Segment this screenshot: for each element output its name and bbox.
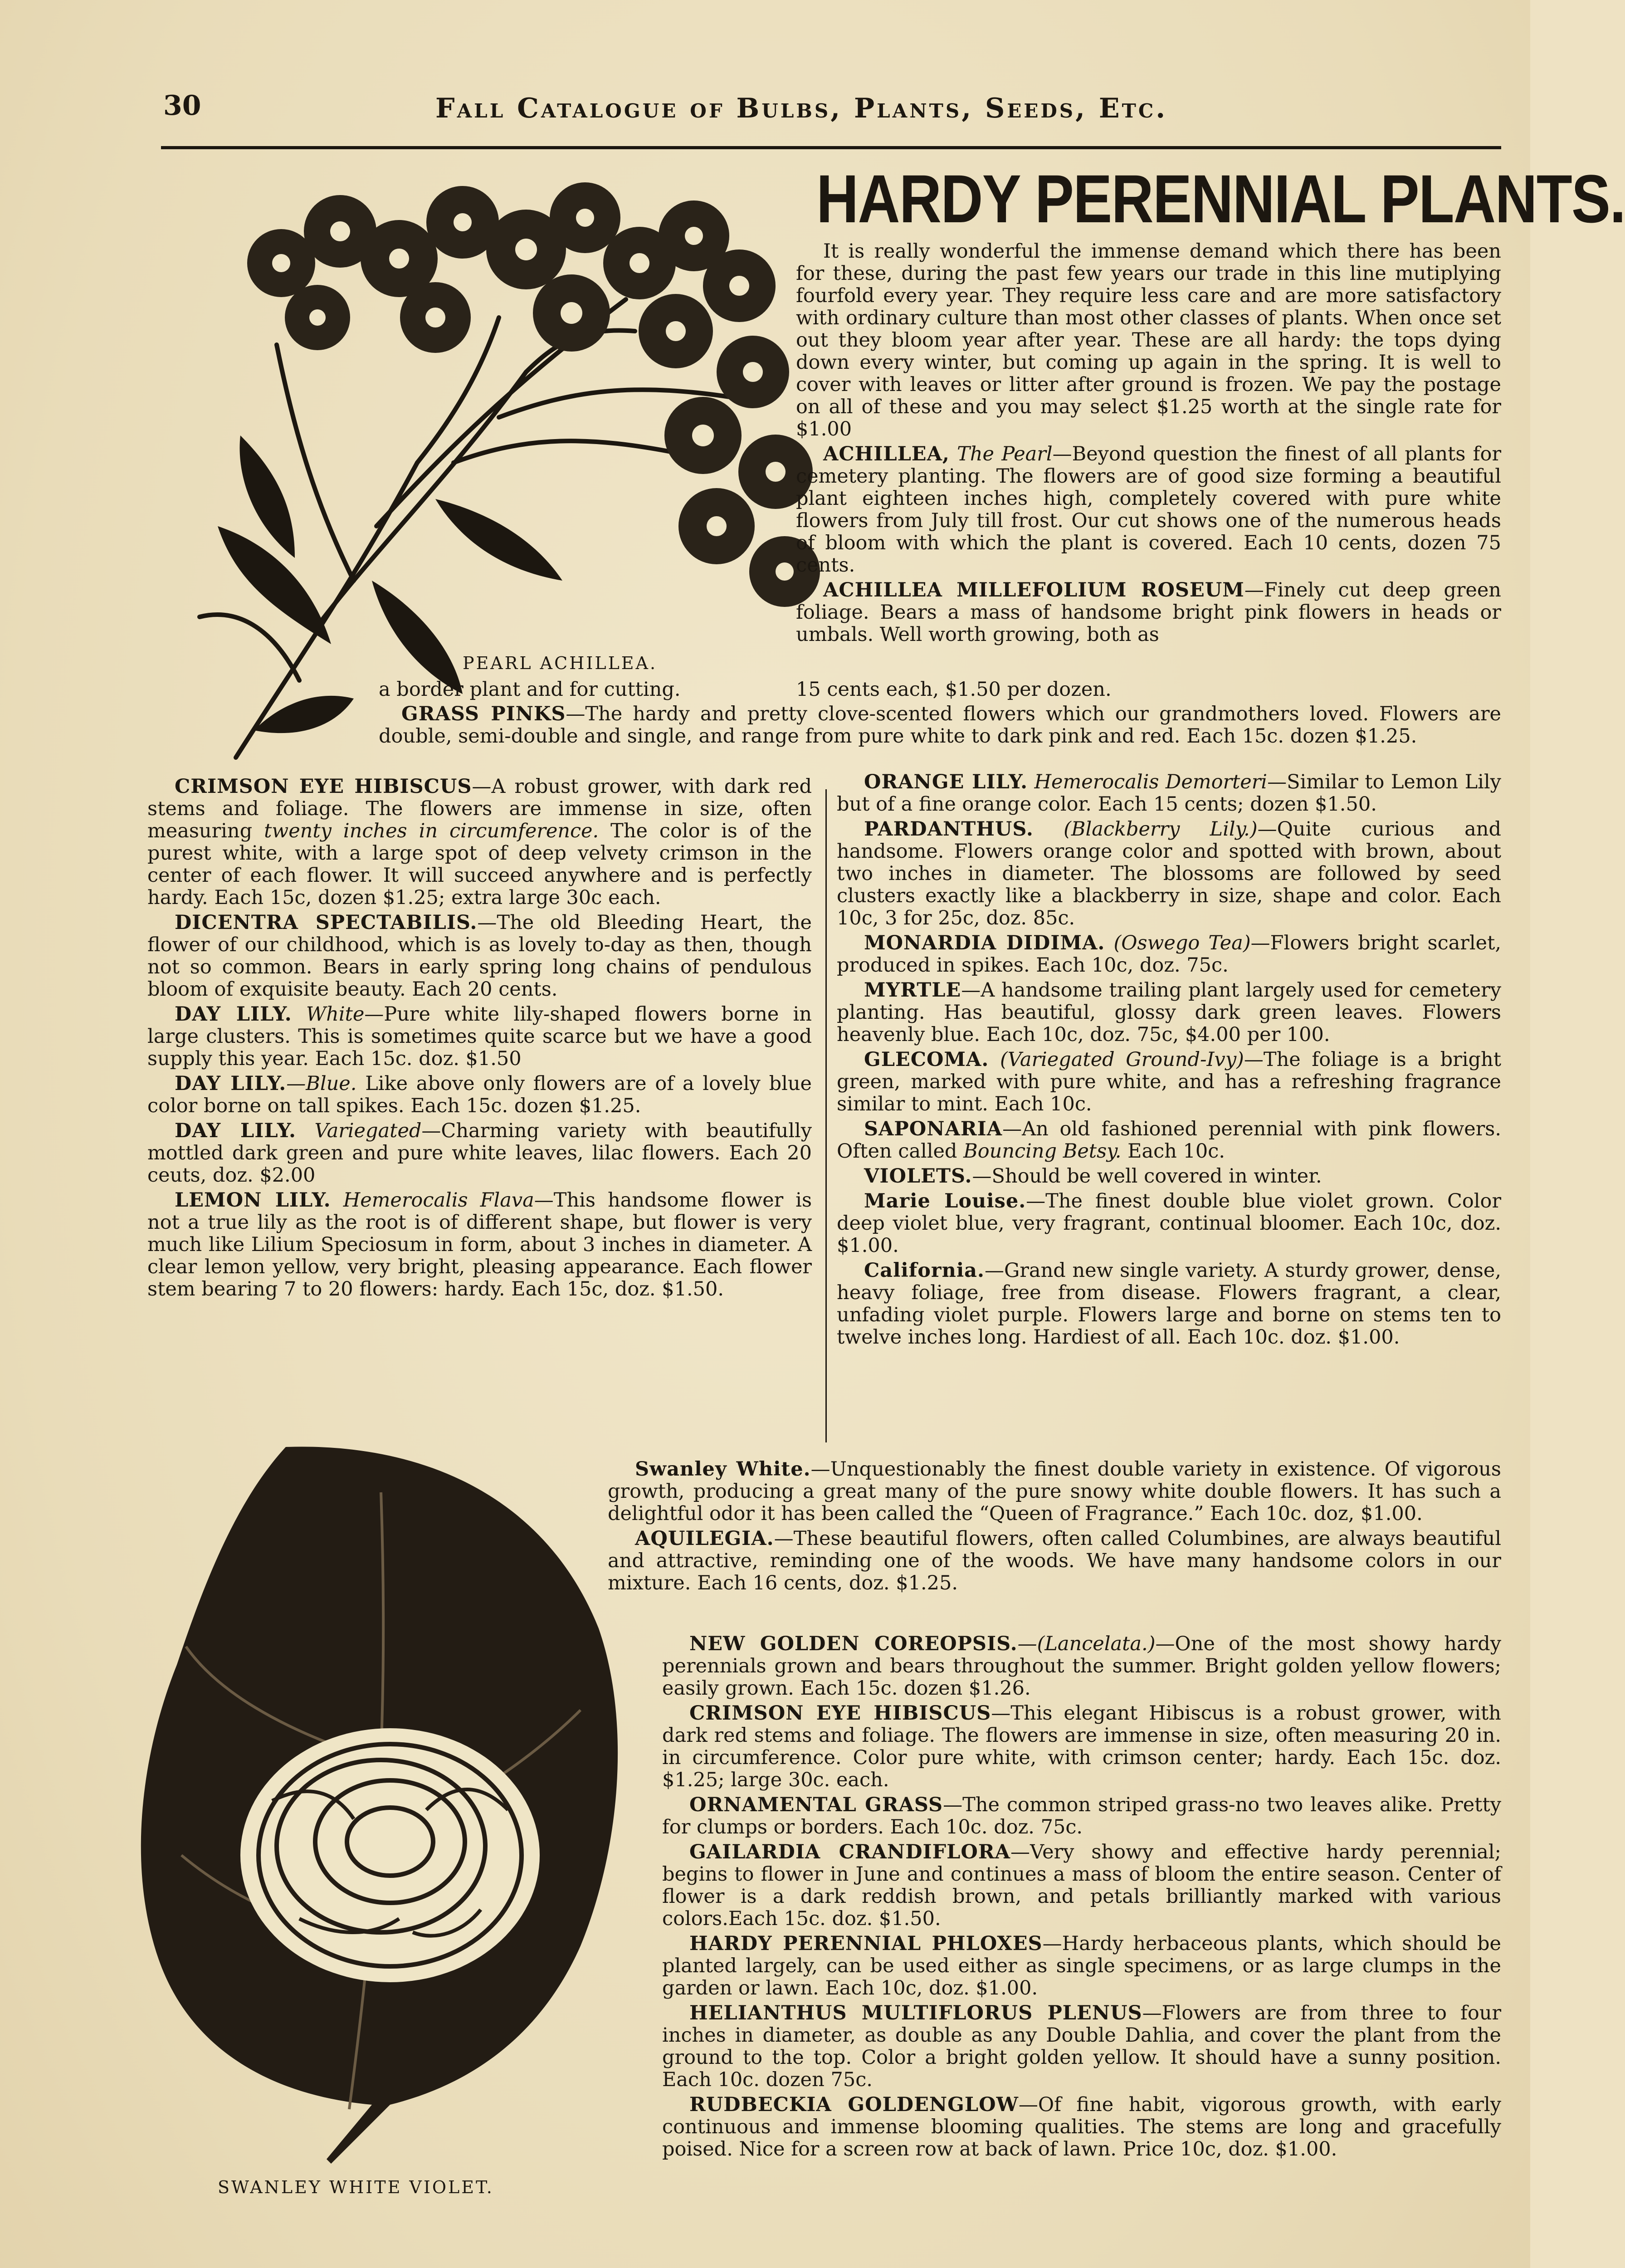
- saponaria-sub: Bouncing Betsy.: [963, 1140, 1122, 1163]
- day-lily-blue-text: Like above only flowers are of a lovely blue color borne on tall spikes. Each 15c. dozen $1.25.: [147, 1072, 812, 1117]
- day-lily-white-entry: [147, 1003, 812, 1070]
- monardia-sub: (Oswego Tea): [1113, 932, 1251, 954]
- crimson-hibiscus-text-1: —A robust grower, with dark red stems and foliage. The flowers are immense in size, often measuring: [147, 775, 812, 842]
- ornamental-grass-text: —The common striped grass-no two leaves alike. Pretty for clumps or borders. Each 10c. doz. 75c.: [662, 1794, 1502, 1838]
- header-rule: [161, 146, 1501, 149]
- california-text: —Grand new single variety. A sturdy grower, dense, heavy foliage, free from disease. Flowers fragrant, a clear, unfading violet purple. Flowers large and borne on stems ten to twelve inches long. Hardiest of all. Each 10c. doz. $1.00.: [837, 1259, 1501, 1349]
- lemon-lily-text: —This handsome flower is not a true lily as the root is of different shape, but flower is very much like Lilium Speciosum in form, about 3 inches in diameter. A clear lemon yellow, very bright, pleasing appearance. Each flower stem bearing 7 to 20 flowers: hardy. Each 15c, doz. $1.50.: [147, 1189, 812, 1300]
- glecoma-sub: (Variegated Ground-Ivy): [1000, 1048, 1244, 1071]
- left-column: [147, 776, 812, 1303]
- monardia-entry: [837, 932, 1501, 977]
- myrtle-text: —A handsome trailing plant largely used for cemetery planting. Has beautiful, glossy dark green leaves. Flowers heavenly blue. Each 10c, doz. 75c, $4.00 per 100.: [837, 979, 1501, 1046]
- achillea-name: ACHILLEA,: [823, 443, 950, 465]
- crimson-hibiscus-entry-2: [662, 1702, 1501, 1791]
- lemon-lily-sub: Hemerocalis Flava: [343, 1189, 534, 1212]
- saponaria-entry: [837, 1118, 1501, 1163]
- gailardia-name: GAILARDIA CRANDIFLORA: [689, 1841, 1010, 1863]
- dicentra-name: DICENTRA SPECTABILIS.: [175, 911, 478, 934]
- intro-block: [796, 240, 1501, 649]
- day-lily-blue-sub: —Blue.: [286, 1072, 357, 1095]
- millefolium-tail-right: [796, 679, 1501, 704]
- intro-paragraph: It is really wonderful the immense demand which there has been for these, during the past few years our trade in this line mutiplying fourfold every year. They require less care and are more satisfactory with ordinary culture than most other classes of plants. When once set out they bloom year after year. These are all hardy: the tops dying down every winter, but coming up again in the spring. It is well to cover with leaves or litter after ground is frozen. We pay the postage on all of these and you may select $1.25 worth at the single rate for $1.00: [796, 240, 1501, 440]
- day-lily-variegated-text: —Charming variety with beautifully mottled dark green and pure white leaves, lilac flowers. Each 20 ceuts, doz. $2.00: [147, 1119, 812, 1187]
- millefolium-tail-1: a border plant and for cutting.: [379, 678, 681, 701]
- grass-pinks-entry: [379, 703, 1501, 748]
- swanley-text: —Unquestionably the finest double variety in existence. Of vigorous growth, producing a great many of the pure snowy white double flowers. It has such a delightful odor it has been called the “Queen of Fragrance.” Each 10c. doz, $1.00.: [608, 1458, 1501, 1525]
- helianthus-name: HELIANTHUS MULTIFLORUS PLENUS: [689, 2002, 1142, 2024]
- coreopsis-entry: [662, 1633, 1501, 1700]
- crimson-hibiscus-entry-1: [147, 776, 812, 909]
- phloxes-text: —Hardy herbaceous plants, which should be planted largely, can be used either as single specimens, or as large clumps in the garden or lawn. Each 10c, doz. $1.00.: [662, 1932, 1501, 1999]
- marie-louise-text: —The finest double blue violet grown. Color deep violet blue, very fragrant, continual bloomer. Each 10c, doz. $1.00.: [837, 1190, 1501, 1257]
- rudbeckia-name: RUDBECKIA GOLDENGLOW: [689, 2093, 1019, 2116]
- grass-pinks-text: —The hardy and pretty clove-scented flowers which our grandmothers loved. Flowers are double, semi-double and single, and range from pure white to dark pink and red. Each 15c. dozen $1.25.: [379, 703, 1501, 748]
- pearl-achillea-caption: PEARL ACHILLEA.: [463, 653, 658, 673]
- violets-entry: [837, 1165, 1501, 1188]
- column-divider: [825, 789, 827, 1442]
- rudbeckia-entry: [662, 2094, 1501, 2160]
- glecoma-name: GLECOMA.: [864, 1048, 989, 1071]
- grass-pinks-name: GRASS PINKS: [401, 703, 566, 725]
- dicentra-entry: [147, 912, 812, 1001]
- coreopsis-text: —One of the most showy hardy perennials grown and bears throughout the summer. Bright golden yellow flowers; easily grown. Each 15c. dozen $1.26.: [662, 1633, 1502, 1700]
- glecoma-text: —The foliage is a bright green, marked with pure white, and has a refreshing fragrance similar to mint. Each 10c.: [837, 1048, 1501, 1115]
- glecoma-entry: [837, 1049, 1501, 1115]
- day-lily-variegated-name: DAY LILY.: [175, 1119, 296, 1142]
- swanley-violet-caption: SWANLEY WHITE VIOLET.: [218, 2177, 494, 2197]
- day-lily-blue-entry: [147, 1073, 812, 1117]
- achillea-entry: [796, 443, 1501, 577]
- page-number: 30: [163, 90, 201, 122]
- pardanthus-text: —Quite curious and handsome. Flowers orange color and spotted with brown, about two inches in diameter. The blossoms are followed by seed clusters exactly like a blackberry in size, shape and color. Each 10c, 3 for 25c, doz. 85c.: [837, 818, 1501, 929]
- day-lily-blue-name: DAY LILY.: [175, 1072, 287, 1095]
- right-column: [837, 771, 1501, 1351]
- lower-right-column: [662, 1633, 1501, 2163]
- coreopsis-sub: —(Lancelata.): [1017, 1633, 1156, 1655]
- crimson-hibiscus-text-3: —This elegant Hibiscus is a robust grower, with dark red stems and foliage. The flowers are immense in size, often measuring 20 in. in circumference. Color pure white, with crimson center; hardy. Each 15c. doz. $1.25; large 30c. each.: [662, 1702, 1502, 1791]
- orange-lily-name: ORANGE LILY.: [864, 771, 1028, 793]
- myrtle-entry: [837, 979, 1501, 1046]
- day-lily-variegated-entry: [147, 1120, 812, 1187]
- millefolium-name: ACHILLEA MILLEFOLIUM ROSEUM: [823, 579, 1244, 601]
- saponaria-name: SAPONARIA: [864, 1118, 1003, 1140]
- millefolium-entry: [796, 579, 1501, 646]
- millefolium-text: —Finely cut deep green foliage. Bears a mass of handsome bright pink flowers in heads or umbals. Well worth growing, both as: [796, 579, 1501, 646]
- coreopsis-name: NEW GOLDEN COREOPSIS.: [689, 1633, 1018, 1655]
- day-lily-white-name: DAY LILY.: [175, 1003, 292, 1026]
- violets-name: VIOLETS.: [864, 1165, 972, 1188]
- day-lily-white-text: —Pure white lily-shaped flowers borne in large clusters. This is sometimes quite scarce but we have a good supply this year. Each 15c. doz. $1.50: [147, 1003, 812, 1070]
- swanley-name: Swanley White.: [635, 1458, 811, 1481]
- crimson-hibiscus-name-2: CRIMSON EYE HIBISCUS: [689, 1702, 991, 1725]
- pardanthus-name: PARDANTHUS.: [864, 818, 1034, 841]
- myrtle-name: MYRTLE: [864, 979, 961, 1002]
- saponaria-text-2: Each 10c.: [1127, 1140, 1225, 1163]
- crimson-hibiscus-italic: twenty inches in circumference.: [264, 820, 599, 842]
- swanley-entry: [608, 1458, 1501, 1525]
- day-lily-white-sub: White: [306, 1003, 365, 1026]
- lemon-lily-name: LEMON LILY.: [175, 1189, 331, 1212]
- gailardia-entry: [662, 1841, 1501, 1930]
- running-title: Fall Catalogue of Bulbs, Plants, Seeds, Etc.: [435, 93, 1168, 124]
- day-lily-variegated-sub: Variegated: [314, 1119, 422, 1142]
- violet-flower: [240, 1728, 540, 1982]
- phloxes-name: HARDY PERENNIAL PHLOXES: [689, 1932, 1043, 1955]
- pardanthus-sub: (Blackberry Lily.): [1064, 818, 1258, 841]
- rudbeckia-text: —Of fine habit, vigorous growth, with early continuous and immense blooming qualities. The stems are long and gracefully poised. Nice for a screen row at back of lawn. Price 10c, doz. $1.00.: [662, 2093, 1501, 2160]
- gailardia-text: —Very showy and effective hardy perennial; begins to flower in June and continues a mass of bloom the entire season. Center of flower is a dark reddish brown, and petals brilliantly marked with various colors.Each 15c. doz. $1.50.: [662, 1841, 1502, 1930]
- saponaria-text: —An old fashioned perennial with pink flowers. Often called: [837, 1118, 1501, 1163]
- pardanthus-entry: [837, 818, 1501, 929]
- crimson-hibiscus-text-2: The color is of the purest white, with a large spot of deep velvety crimson in the center of each flower. It will succeed anywhere and is perfectly hardy. Each 15c, dozen $1.25; extra large 30c each.: [147, 820, 812, 909]
- achillea-text: —Beyond question the finest of all plants for cemetery planting. The flowers are of good size forming a beautiful plant eighteen inches high, completely covered with pure white flowers from July till frost. Our cut shows one of the numerous heads of bloom with which the plant is covered. Each 10 cents, dozen 75 cents.: [796, 443, 1501, 577]
- ornamental-grass-entry: [662, 1794, 1501, 1838]
- swanley-violet-illustration: [136, 1438, 635, 2173]
- helianthus-text: —Flowers are from three to four inches in diameter, as double as any Double Dahlia, and cover the plant from the ground to the top. Color a bright golden yellow. It should have a sunny position. Each 10c. dozen 75c.: [662, 2002, 1501, 2091]
- crimson-hibiscus-name-1: CRIMSON EYE HIBISCUS: [175, 775, 472, 798]
- aquilegia-name: AQUILEGIA.: [635, 1527, 774, 1550]
- phloxes-entry: [662, 1933, 1501, 1999]
- violets-text: —Should be well covered in winter.: [972, 1165, 1322, 1188]
- marie-louise-entry: [837, 1190, 1501, 1257]
- helianthus-entry: [662, 2002, 1501, 2091]
- marie-louise-name: Marie Louise.: [864, 1190, 1026, 1212]
- california-name: California.: [864, 1259, 985, 1282]
- lemon-lily-entry: [147, 1189, 812, 1300]
- swanley-aquilegia-block: [608, 1458, 1501, 1597]
- orange-lily-entry: [837, 771, 1501, 816]
- orange-lily-text: —Similar to Lemon Lily but of a fine orange color. Each 15 cents; dozen $1.50.: [837, 771, 1501, 816]
- orange-lily-sub: Hemerocalis Demorteri: [1034, 771, 1268, 793]
- grass-pinks-block: [379, 703, 1501, 750]
- dicentra-text: —The old Bleeding Heart, the flower of our childhood, which is as lovely to-day as then, though not so common. Bears in early spring long chains of pendulous bloom of exquisite beauty. Each 20 cents.: [147, 911, 812, 1001]
- aquilegia-entry: [608, 1528, 1501, 1594]
- ornamental-grass-name: ORNAMENTAL GRASS: [689, 1794, 943, 1816]
- achillea-sub: The Pearl: [957, 443, 1053, 465]
- monardia-text: —Flowers bright scarlet, produced in spikes. Each 10c, doz. 75c.: [837, 932, 1502, 977]
- page-title: HARDY PERENNIAL PLANTS.: [816, 161, 1625, 237]
- millefolium-tail-left: [379, 679, 787, 704]
- california-entry: [837, 1260, 1501, 1349]
- monardia-name: MONARDIA DIDIMA.: [864, 932, 1105, 954]
- millefolium-tail-2: 15 cents each, $1.50 per dozen.: [796, 678, 1112, 701]
- aquilegia-text: —These beautiful flowers, often called Columbines, are always beautiful and attractive, reminding one of the woods. We have many handsome colors in our mixture. Each 16 cents, doz. $1.25.: [608, 1527, 1501, 1594]
